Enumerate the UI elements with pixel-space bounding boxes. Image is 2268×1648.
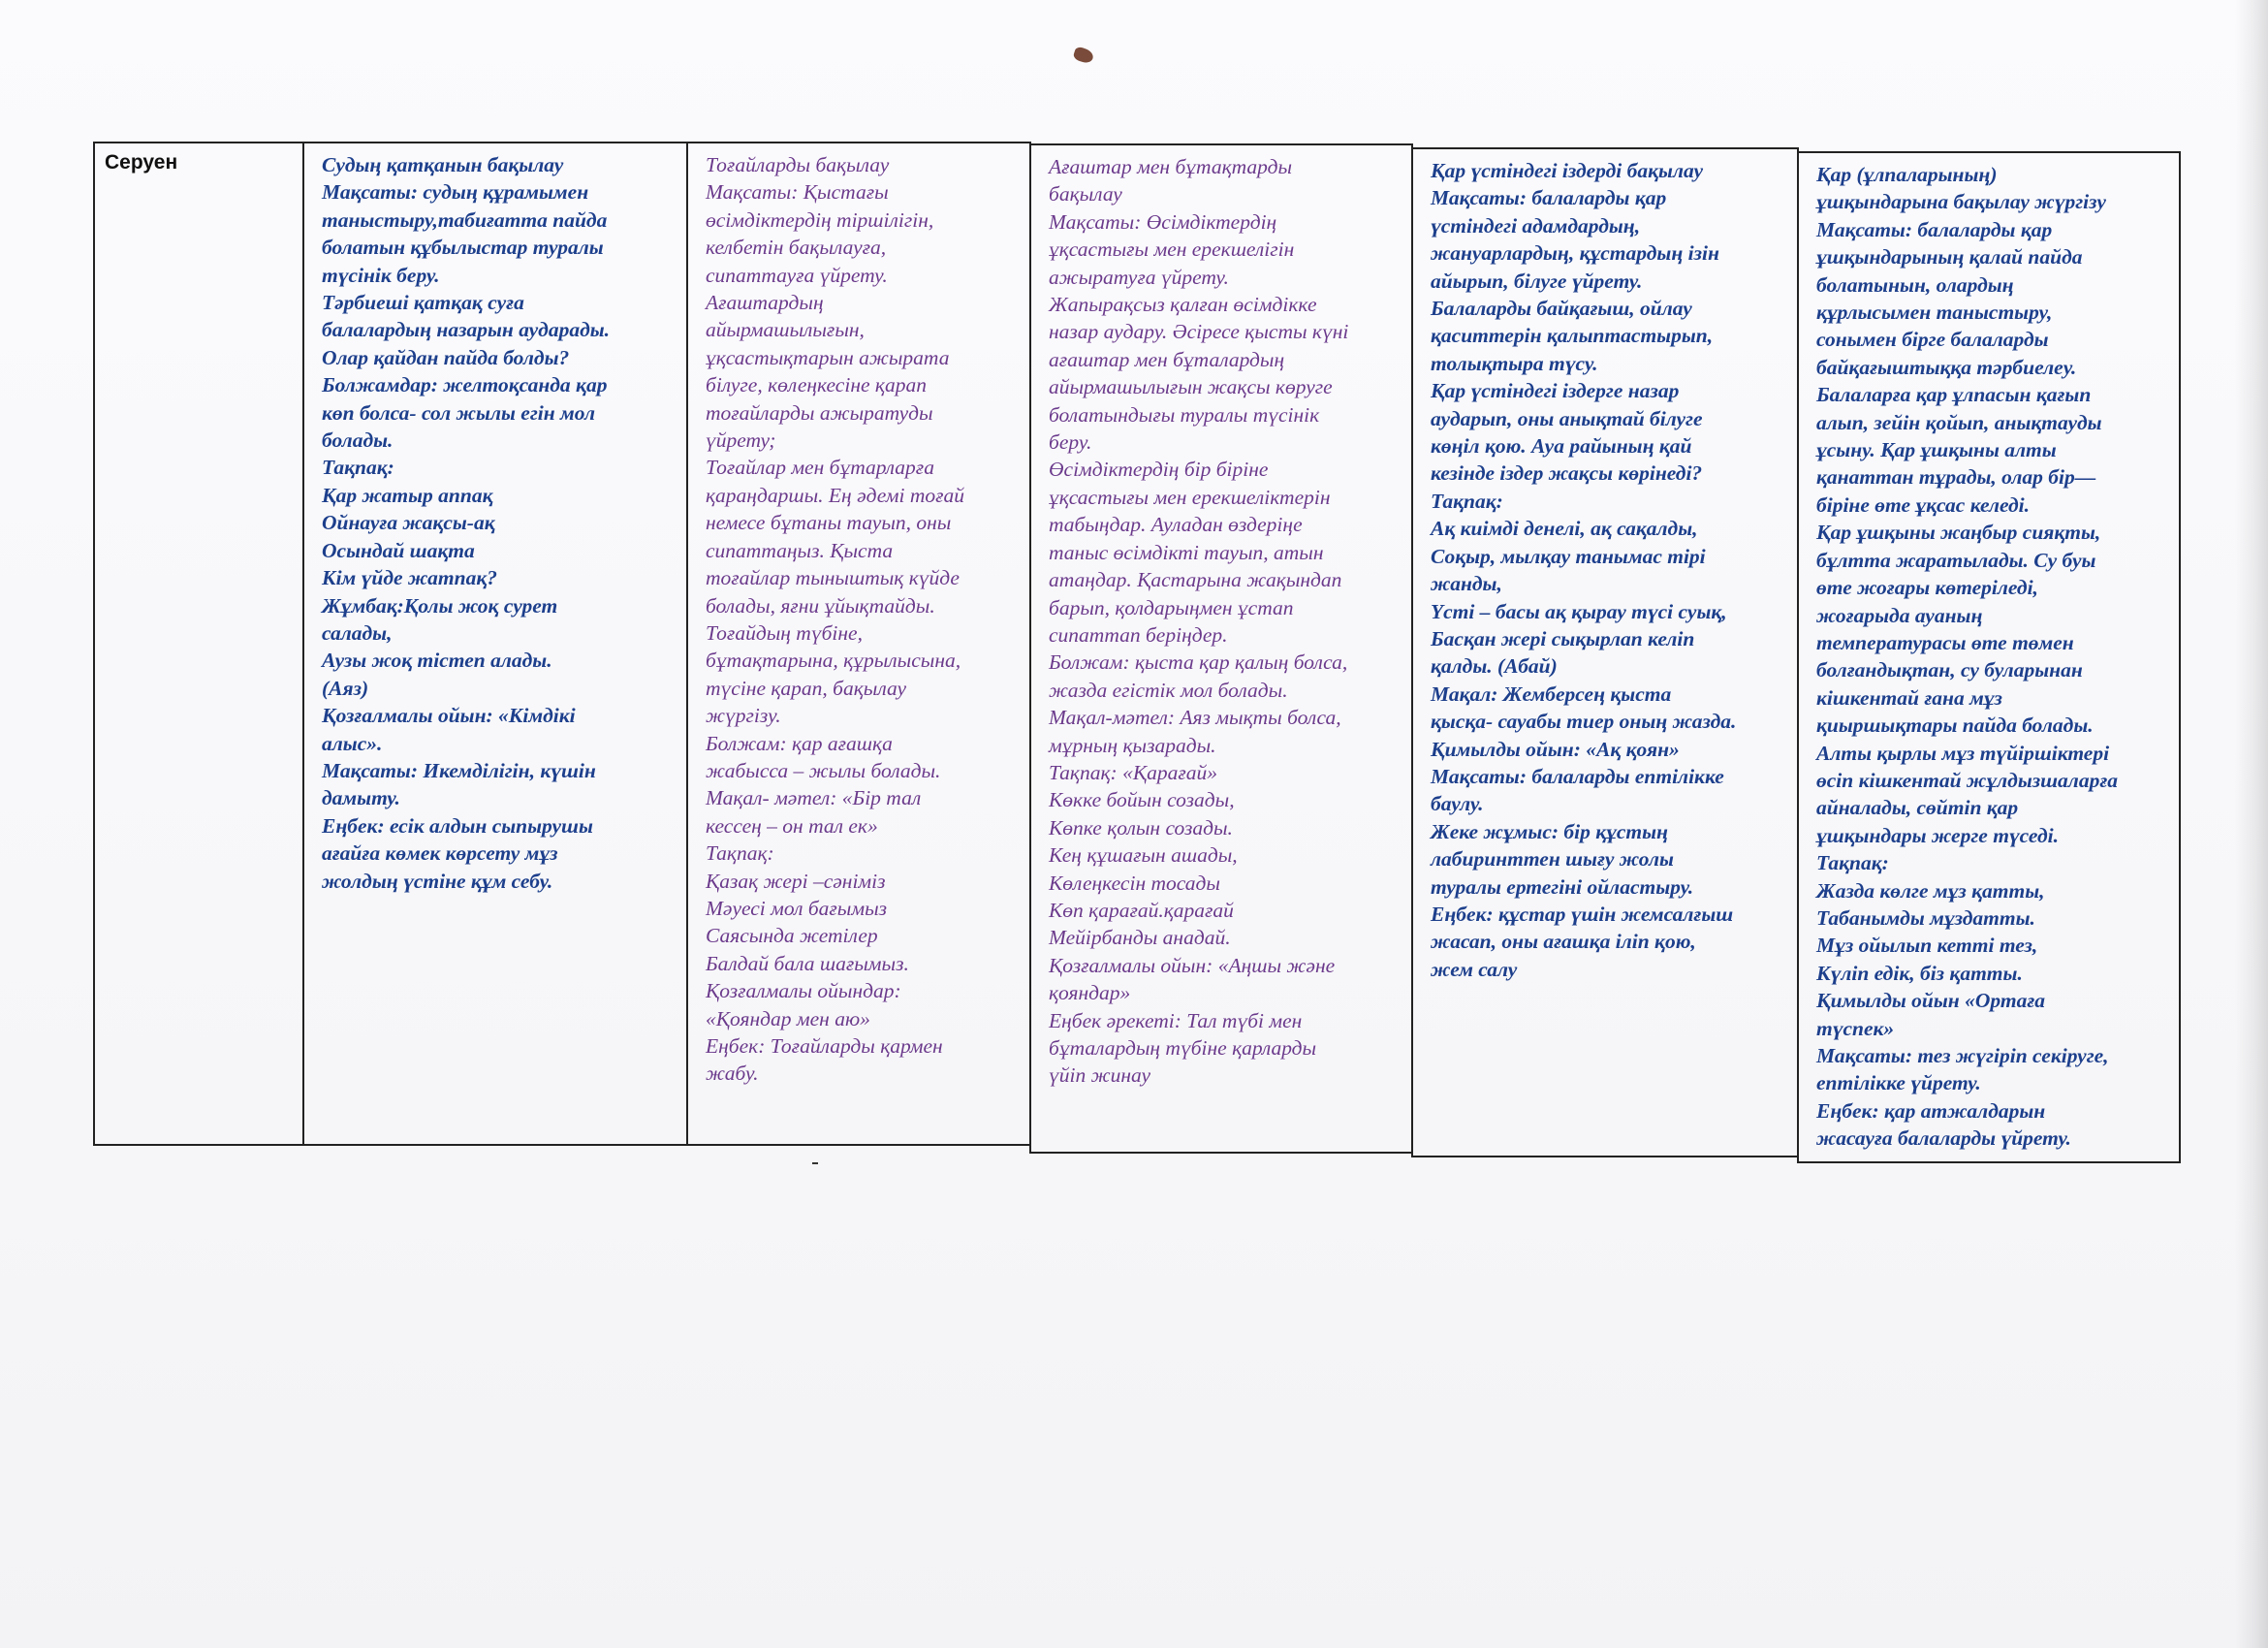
text-line: Кең құшағын ашады,	[1049, 843, 1238, 868]
text-line: Еңбек: құстар үшін жемсалғыш	[1431, 902, 1734, 926]
text-line: Тақпақ:	[1431, 489, 1503, 513]
text-line: Кім үйде жатпақ?	[322, 566, 497, 590]
text-line: Қар жатыр аппақ	[322, 483, 493, 507]
text-line: жасауға балаларды үйрету.	[1816, 1126, 2071, 1151]
text-line: бұтақтарына, құрылысына,	[706, 649, 961, 673]
text-line: жанды,	[1431, 572, 1502, 596]
text-line: кезінде іздер жақсы көрінеді?	[1431, 461, 1703, 486]
text-line: бұталардың түбіне қарларды	[1049, 1036, 1317, 1060]
text-line: жабу.	[706, 1062, 759, 1086]
text-line: қояндар»	[1049, 981, 1131, 1005]
text-line: жоғарыда ауаның	[1816, 603, 1983, 627]
text-line: аударып, оны анықтай білуге	[1431, 406, 1703, 430]
text-line: айырмашылығын,	[706, 318, 865, 342]
text-line: алып, зейін қойып, анықтауды	[1816, 410, 2102, 434]
text-line: жасап, оны ағашқа іліп қою,	[1431, 930, 1696, 954]
text-line: қалды. (Абай)	[1431, 654, 1558, 679]
text-line: Қар (ұлпаларының)	[1816, 163, 1998, 186]
text-line: Тақпақ:	[1816, 851, 1889, 875]
table-cell-grove-observation	[686, 142, 1031, 1146]
text-line: Тақпақ: «Қарағай»	[1049, 760, 1217, 784]
text-line: өте жоғары көтеріледі,	[1816, 576, 2038, 600]
text-line: Көлеңкесін тосады	[1049, 871, 1220, 895]
text-line: ұшқындарының қалай пайда	[1816, 245, 2083, 269]
table-cell-trees-observation	[1029, 143, 1413, 1154]
text-line: түсінік беру.	[322, 263, 440, 287]
text-line: Жазда көлге мұз қатты,	[1816, 878, 2045, 903]
text-line: атаңдар. Қастарына жақындап	[1049, 568, 1342, 592]
text-line: ұсыну. Қар ұшқыны алты	[1816, 438, 2057, 462]
text-line: Мақсаты: балаларды қар	[1431, 186, 1667, 210]
text-line: ұқсастығы мен ерекшелігін	[1049, 238, 1295, 262]
text-line: ұқсастығы мен ерекшеліктерін	[1049, 485, 1331, 509]
text-line: лабиринттен шығу жолы	[1431, 847, 1674, 872]
text-line: температурасы өте төмен	[1816, 630, 2074, 654]
text-line: жем салу	[1431, 957, 1518, 981]
text-line: қиыршықтары пайда болады.	[1816, 713, 2094, 738]
text-line: келбетін бақылауға,	[706, 236, 887, 260]
text-line: болатынын, олардың	[1816, 272, 2014, 297]
text-line: кішкентай ғана мұз	[1816, 685, 2002, 710]
text-line: Мақсаты: Икемділігін, күшін	[322, 758, 596, 782]
text-line: толықтыра түсу.	[1431, 351, 1598, 375]
text-line: Мақсаты: Өсімдіктердің	[1049, 209, 1277, 234]
text-line: жүргізу.	[706, 704, 781, 728]
text-line: біріне өте ұқсас келеді.	[1816, 492, 2031, 517]
text-line: таныс өсімдікті тауып, атын	[1049, 540, 1324, 564]
text-line: тоғайлар тыныштық күйде	[706, 566, 960, 590]
text-line: Еңбек әрекеті: Тал түбі мен	[1049, 1008, 1303, 1032]
text-line: Балаларға қар ұлпасын қағып	[1816, 383, 2092, 407]
table-cell-water-observation	[302, 142, 688, 1146]
text-line: сонымен бірге балаларды	[1816, 328, 2049, 352]
text-line: немесе бұтаны тауып, оны	[706, 511, 952, 535]
text-line: Еңбек: қар атжалдарын	[1816, 1098, 2046, 1123]
text-line: Болжам: қар ағашқа	[706, 731, 893, 755]
text-line: табыңдар. Ауладан өздеріңе	[1049, 513, 1303, 537]
text-line: (Аяз)	[322, 676, 369, 700]
text-line: баулу.	[1431, 792, 1484, 816]
text-line: Басқан жері сықырлап келіп	[1431, 626, 1695, 650]
text-line: балалардың назарын аударады.	[322, 318, 611, 342]
text-line: Олар қайдан пайда болды?	[322, 345, 570, 369]
text-line: Көп қарағай.қарағай	[1049, 898, 1234, 922]
text-line: Ақ киімді денелі, ақ сақалды,	[1431, 517, 1698, 541]
table-label-cell	[93, 142, 304, 1146]
table-cell-snow-tracks-observation	[1411, 147, 1799, 1157]
text-line: Мәуесі мол бағымыз	[706, 896, 888, 920]
text-line: Табанымды мұздатты.	[1816, 905, 2035, 930]
text-line: білуге, көлеңкесіне қарап	[706, 373, 927, 397]
text-line: Болжамдар: желтоқсанда қар	[322, 373, 608, 397]
text-line: Мақал: Жемберсең қыста	[1431, 681, 1672, 706]
text-line: Мақсаты: судың құрамымен	[322, 180, 589, 205]
text-line: Қозғалмалы ойын: «Аңшы және	[1049, 953, 1336, 977]
text-line: Мақсаты: балаларды қар	[1816, 217, 2053, 241]
text-line: үйіп жинау	[1049, 1063, 1151, 1088]
text-line: Қозғалмалы ойындар:	[706, 979, 901, 1003]
text-line: қысқа- сауабы тиер оның жазда.	[1431, 710, 1737, 734]
text-line: Ойнауға жақсы-ақ	[322, 511, 495, 535]
text-line: Еңбек: Тоғайларды қармен	[706, 1034, 943, 1058]
text-line: Қимылды ойын: «Ақ қоян»	[1431, 737, 1680, 761]
text-line: таныстыру,табиғатта пайда	[322, 207, 608, 232]
text-line: Көпке қолын созады.	[1049, 815, 1233, 840]
text-line: Қимылды ойын «Ортаға	[1816, 989, 2046, 1013]
text-line: байқағыштыққа тәрбиелеу.	[1816, 355, 2077, 379]
text-line: туралы ертегіні ойластыру.	[1431, 874, 1694, 899]
text-line: Жапырақсыз қалған өсімдікке	[1049, 293, 1317, 317]
text-line: Мақал- мәтел: «Бір тал	[706, 786, 922, 810]
cell-text	[1031, 145, 1411, 1090]
text-line: ұшқындары жерге түседі.	[1816, 823, 2059, 847]
text-line: Тоғайларды бақылау	[706, 153, 890, 176]
text-line: үйрету;	[706, 428, 776, 453]
cell-text	[688, 143, 1029, 1088]
text-line: айналады, сөйтіп қар	[1816, 796, 2019, 820]
text-line: тоғайларды ажыратуды	[706, 400, 933, 425]
text-line: ағаштар мен бұталардың	[1049, 347, 1285, 371]
text-line: үстіндегі адамдардың,	[1431, 213, 1641, 238]
text-line: жануарлардың, құстардың ізін	[1431, 241, 1719, 266]
cell-text	[304, 143, 686, 895]
text-line: болады.	[322, 428, 394, 453]
text-line: көп болса- сол жылы егін мол	[322, 400, 596, 425]
text-line: Күліп едік, біз қатты.	[1816, 961, 2023, 985]
text-line: Мақсаты: тез жүгіріп секіруге,	[1816, 1044, 2109, 1067]
page-edge-shadow	[2235, 0, 2268, 1648]
text-line: сипаттауға үйрету.	[706, 263, 888, 287]
text-line: өсіп кішкентай жұлдызшаларға	[1816, 768, 2119, 792]
text-line: Қар үстіндегі іздерді бақылау	[1431, 159, 1703, 182]
text-line: болатын құбылыстар туралы	[322, 236, 604, 260]
text-line: салады,	[322, 620, 393, 645]
text-line: «Қояндар мен аю»	[706, 1006, 870, 1030]
text-line: сипаттаңыз. Қыста	[706, 538, 894, 562]
text-line: Тақпақ:	[322, 456, 394, 480]
text-line: Ағаштардың	[706, 291, 824, 315]
table-cell-snowflake-observation	[1797, 151, 2181, 1163]
text-line: Тәрбиеші қатқақ суға	[322, 291, 524, 315]
text-line: Мақсаты: балаларды ептілікке	[1431, 764, 1724, 788]
text-line: Тоғайлар мен бұтарларға	[706, 456, 934, 480]
text-line: айырмашылығын жақсы көруге	[1049, 375, 1333, 399]
text-line: Мақал-мәтел: Аяз мықты болса,	[1049, 706, 1341, 730]
text-line: Осындай шақта	[322, 538, 475, 562]
cell-text	[1413, 149, 1797, 983]
text-line: қаситтерін қалыптастырып,	[1431, 324, 1714, 348]
text-line: түсіне қарап, бақылау	[706, 676, 907, 700]
text-line: ептілікке үйрету.	[1816, 1071, 1981, 1095]
text-line: Мұз ойылып кетті тез,	[1816, 934, 2038, 958]
text-line: барып, қолдарыңмен ұстап	[1049, 595, 1294, 619]
text-line: қанаттан тұрады, олар бір—	[1816, 465, 2096, 490]
cell-text	[1799, 153, 2179, 1153]
text-line: жазда егістік мол болады.	[1049, 678, 1288, 702]
text-line: қараңдаршы. Ең әдемі тоғай	[706, 483, 964, 507]
row-label: Серуен	[105, 151, 178, 174]
text-line: мұрның қызарады.	[1049, 733, 1216, 757]
text-line: Ағаштар мен бұтақтарды	[1049, 155, 1293, 178]
text-line: Өсімдіктердің бір біріне	[1049, 458, 1269, 482]
text-line: Қар ұшқыны жаңбыр сияқты,	[1816, 521, 2101, 545]
text-line: сипаттап беріңдер.	[1049, 622, 1228, 647]
text-line: Еңбек: есік алдын сыпырушы	[322, 813, 593, 838]
text-line: Саясында жетілер	[706, 924, 878, 948]
text-line: Көкке бойын созады,	[1049, 788, 1235, 812]
text-line: айырып, білуге үйрету.	[1431, 269, 1643, 293]
text-line: Болжам: қыста қар қалың болса,	[1049, 650, 1348, 675]
text-line: болатындығы туралы түсінік	[1049, 402, 1320, 427]
text-line: Балаларды байқағыш, ойлау	[1431, 297, 1692, 321]
text-line: Балдай бала шағымыз.	[706, 951, 909, 975]
text-line: ағайға көмек көрсету мұз	[322, 841, 558, 866]
text-line: Тоғайдың түбіне,	[706, 620, 863, 645]
text-line: ажыратуға үйрету.	[1049, 265, 1229, 289]
text-line: Үсті – басы ақ қырау түсі суық,	[1431, 599, 1727, 623]
text-line: жолдың үстіне құм себу.	[322, 869, 553, 893]
text-line: құрлысымен таныстыру,	[1816, 301, 2053, 325]
text-line: дамыту.	[322, 786, 400, 810]
stray-mark	[812, 1162, 818, 1164]
text-line: алыс».	[322, 731, 383, 755]
text-line: Мейірбанды анадай.	[1049, 926, 1231, 950]
text-line: бақылау	[1049, 182, 1122, 206]
text-line: көңіл қою. Ауа райының қай	[1431, 434, 1692, 459]
text-line: болады, яғни ұйықтайды.	[706, 593, 935, 618]
text-line: Судың қатқанын бақылау	[322, 153, 564, 176]
text-line: Тақпақ:	[706, 841, 774, 866]
text-line: бұлтта жаратылады. Су буы	[1816, 548, 2096, 572]
text-line: өсімдіктердің тіршілігін,	[706, 207, 934, 232]
text-line: Қар үстіндегі іздерге назар	[1431, 379, 1680, 403]
text-line: назар аудару. Әсіресе қысты күні	[1049, 320, 1349, 344]
text-line: Соқыр, мылқау танымас тірі	[1431, 544, 1706, 568]
text-line: ұқсастықтарын ажырата	[706, 345, 950, 369]
text-line: Қазақ жері –сәніміз	[706, 869, 886, 893]
text-line: Алты қырлы мұз түйіршіктері	[1816, 741, 2110, 765]
text-line: Мақсаты: Қыстағы	[706, 180, 889, 205]
text-line: ұшқындарына бақылау жүргізу	[1816, 190, 2106, 214]
text-line: Қозғалмалы ойын: «Кімдікі	[322, 704, 576, 728]
text-line: Жұмбақ:Қолы жоқ сурет	[322, 593, 558, 618]
text-line: беру.	[1049, 430, 1092, 455]
text-line: жабысса – жылы болады.	[706, 758, 941, 782]
text-line: Жеке жұмыс: бір құстың	[1431, 819, 1668, 843]
text-line: болғандықтан, су буларынан	[1816, 658, 2083, 682]
text-line: кессең – он тал ек»	[706, 813, 878, 838]
text-line: түспек»	[1816, 1016, 1895, 1040]
text-line: Аузы жоқ тістеп алады.	[322, 649, 552, 673]
